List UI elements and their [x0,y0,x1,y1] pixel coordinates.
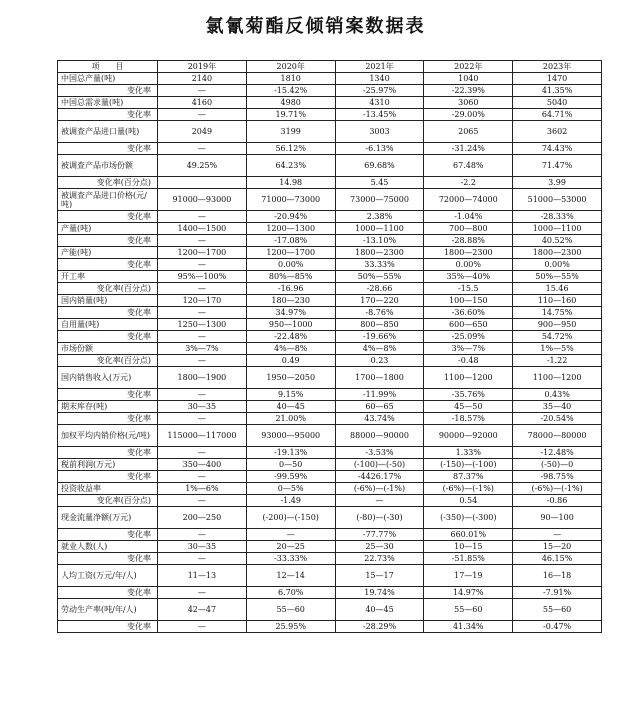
table-cell: 14.98 [246,177,335,189]
table-cell: 80%—85% [246,271,335,283]
data-table [57,60,602,633]
row-label: 变化率 [58,143,158,155]
table-cell: 40—45 [335,599,424,621]
table-cell: 0—50 [246,459,335,471]
table-cell: 64.23% [246,155,335,177]
table-cell: -7.91% [513,587,602,599]
table-row [58,553,602,565]
table-cell: 1000—1100 [513,223,602,235]
table-cell: 90—100 [513,507,602,529]
table-cell: 200—250 [158,507,247,529]
row-label: 中国总需求量(吨) [58,97,158,109]
table-cell: 30—35 [158,401,247,413]
table-row [58,73,602,85]
table-cell: 180—230 [246,295,335,307]
table-cell: 25.95% [246,621,335,633]
table-cell: 10—15 [424,541,513,553]
table-cell: 1800—2300 [424,247,513,259]
table-cell: -12.48% [513,447,602,459]
table-cell: 9.15% [246,389,335,401]
row-label: 被调查产品进口价格(元/吨) [58,189,158,211]
table-row [58,247,602,259]
row-label: 变化率 [58,389,158,401]
row-label: 变化率 [58,529,158,541]
row-label: 变化率 [58,553,158,565]
table-cell: 50%—55% [335,271,424,283]
table-cell: -25.97% [335,85,424,97]
table-cell: 1340 [335,73,424,85]
table-cell: 19.74% [335,587,424,599]
table-cell: 1800—2300 [513,247,602,259]
table-row [58,413,602,425]
table-cell: 0.23 [335,355,424,367]
table-cell: -0.47% [513,621,602,633]
table-cell: (-150)—(-100) [424,459,513,471]
table-cell: 19.71% [246,109,335,121]
table-cell: -1.49 [246,495,335,507]
table-cell: -51.85% [424,553,513,565]
table-cell: -36.60% [424,307,513,319]
table-cell: -33.33% [246,553,335,565]
table-cell: -6.13% [335,143,424,155]
table-row [58,541,602,553]
table-cell: (-6%)—(-1%) [335,483,424,495]
table-cell: -22.39% [424,85,513,97]
table-cell: 660.01% [424,529,513,541]
table-row [58,389,602,401]
table-cell: -19.13% [246,447,335,459]
table-cell: (-100)—(-50) [335,459,424,471]
row-label: 变化率 [58,211,158,223]
table-cell: -77.77% [335,529,424,541]
row-label: 中国总产量(吨) [58,73,158,85]
table-cell: -1.22 [513,355,602,367]
table-cell [158,177,247,189]
table-cell: 93000—95000 [246,425,335,447]
row-label: 产能(吨) [58,247,158,259]
table-row [58,283,602,295]
table-row [58,587,602,599]
table-cell: 1470 [513,73,602,85]
table-body [58,73,602,633]
table-cell: -28.33% [513,211,602,223]
table-cell: 41.34% [424,621,513,633]
table-cell: 120—170 [158,295,247,307]
table-cell: 1250—1300 [158,319,247,331]
table-row [58,97,602,109]
table-cell: (-6%)—(-1%) [513,483,602,495]
table-cell: -99.59% [246,471,335,483]
table-cell: 900—950 [513,319,602,331]
table-row [58,367,602,389]
header-year: 2023年 [513,61,602,73]
table-cell: — [158,621,247,633]
table-cell: — [158,413,247,425]
row-label: 变化率 [58,331,158,343]
table-cell: 20—25 [246,541,335,553]
table-row [58,425,602,447]
table-cell: -2.2 [424,177,513,189]
table-cell: — [158,143,247,155]
table-cell: (-50)—0 [513,459,602,471]
row-label: 被调查产品市场份额 [58,155,158,177]
table-row [58,295,602,307]
table-cell: 55—60 [424,599,513,621]
row-label: 加权平均内销价格(元/吨) [58,425,158,447]
table-cell: 30—35 [158,541,247,553]
table-row [58,259,602,271]
table-cell: — [158,259,247,271]
table-row [58,85,602,97]
table-cell: -8.76% [335,307,424,319]
table-row [58,495,602,507]
table-row [58,599,602,621]
table-row [58,189,602,211]
table-cell: 33.33% [335,259,424,271]
table-cell: 4980 [246,97,335,109]
table-cell: 4160 [158,97,247,109]
table-cell: (-6%)—(-1%) [424,483,513,495]
page-title: 氯氰菊酯反倾销案数据表 [205,16,426,37]
table-row [58,459,602,471]
table-cell: 2065 [424,121,513,143]
table-header-row [58,61,602,73]
table-cell: 1000—1100 [335,223,424,235]
table-row [58,343,602,355]
table-cell: 15.46 [513,283,602,295]
table-cell: 25—30 [335,541,424,553]
table-row [58,155,602,177]
row-label: 产量(吨) [58,223,158,235]
table-row [58,331,602,343]
row-label: 变化率(百分点) [58,355,158,367]
table-cell: -28.88% [424,235,513,247]
table-cell: — [158,211,247,223]
row-label: 国内销量(吨) [58,295,158,307]
table-cell: 56.12% [246,143,335,155]
table-cell: 54.72% [513,331,602,343]
table-cell: 1700—1800 [335,367,424,389]
table-cell: 74.43% [513,143,602,155]
table-cell: (-80)—(-30) [335,507,424,529]
table-cell: 88000—90000 [335,425,424,447]
table-cell: -16.96 [246,283,335,295]
table-cell: 2.38% [335,211,424,223]
table-cell: 41.35% [513,85,602,97]
table-cell: 72000—74000 [424,189,513,211]
table-cell: — [158,389,247,401]
table-cell: — [158,495,247,507]
table-cell: — [158,553,247,565]
table-cell: 15—20 [513,541,602,553]
table-cell: 49.25% [158,155,247,177]
header-year: 2022年 [424,61,513,73]
table-cell: 71.47% [513,155,602,177]
table-cell: 1%—5% [513,343,602,355]
table-cell: 700—800 [424,223,513,235]
table-cell: 3060 [424,97,513,109]
table-cell: — [246,529,335,541]
table-cell: — [158,331,247,343]
table-row [58,109,602,121]
table-cell: 0.54 [424,495,513,507]
table-cell: 1400—1500 [158,223,247,235]
table-cell: -0.86 [513,495,602,507]
row-label: 变化率 [58,471,158,483]
table-cell: 1800—1900 [158,367,247,389]
table-row [58,143,602,155]
table-row [58,307,602,319]
table-cell: 64.71% [513,109,602,121]
table-cell: 91000—93000 [158,189,247,211]
table-cell: 40.52% [513,235,602,247]
table-cell: 0.43% [513,389,602,401]
row-label: 市场份额 [58,343,158,355]
table-row [58,483,602,495]
table-cell: 43.74% [335,413,424,425]
table-cell: -20.54% [513,413,602,425]
table-cell: 0.00% [513,259,602,271]
table-cell: — [158,471,247,483]
row-label: 劳动生产率(吨/年/人) [58,599,158,621]
table-cell: 87.37% [424,471,513,483]
table-cell: — [335,495,424,507]
row-label: 变化率 [58,235,158,247]
table-cell: 110—160 [513,295,602,307]
table-cell: 350—400 [158,459,247,471]
table-cell: -31.24% [424,143,513,155]
table-row [58,621,602,633]
table-cell: — [158,283,247,295]
table-cell: -19.66% [335,331,424,343]
table-cell: — [158,447,247,459]
table-cell: 4%—8% [335,343,424,355]
table-cell: 1%—6% [158,483,247,495]
table-cell: 14.97% [424,587,513,599]
table-cell: 12—14 [246,565,335,587]
table-cell: -1.04% [424,211,513,223]
table-cell: 1950—2050 [246,367,335,389]
table-row [58,471,602,483]
table-cell: 35—40 [513,401,602,413]
table-cell: — [513,529,602,541]
row-label: 变化率(百分点) [58,283,158,295]
table-cell: 14.75% [513,307,602,319]
table-cell: 1040 [424,73,513,85]
table-cell: 3.99 [513,177,602,189]
table-cell: -22.48% [246,331,335,343]
row-label: 变化率 [58,259,158,271]
table-cell: 46.15% [513,553,602,565]
table-cell: 21.00% [246,413,335,425]
row-label: 变化率(百分点) [58,495,158,507]
table-cell: 11—13 [158,565,247,587]
table-cell: 51000—53000 [513,189,602,211]
table-row [58,319,602,331]
row-label: 现金流量净额(万元) [58,507,158,529]
table-cell: -3.53% [335,447,424,459]
table-cell: 73000—75000 [335,189,424,211]
table-cell: 40—45 [246,401,335,413]
table-cell: 100—150 [424,295,513,307]
row-label: 变化率 [58,447,158,459]
table-cell: 2049 [158,121,247,143]
table-row [58,211,602,223]
table-cell: 115000—117000 [158,425,247,447]
table-cell: 0—5% [246,483,335,495]
header-year: 2020年 [246,61,335,73]
table-cell: 800—850 [335,319,424,331]
row-label: 人均工资(万元/年/人) [58,565,158,587]
row-label: 就业人数(人) [58,541,158,553]
table-cell: — [158,529,247,541]
table-row [58,447,602,459]
table-cell: 1100—1200 [513,367,602,389]
table-cell: -15.5 [424,283,513,295]
row-label: 自用量(吨) [58,319,158,331]
table-row [58,271,602,283]
table-cell: -13.45% [335,109,424,121]
table-cell: -11.99% [335,389,424,401]
table-cell: 3602 [513,121,602,143]
table-row [58,401,602,413]
table-cell: 22.73% [335,553,424,565]
table-cell: 16—18 [513,565,602,587]
table-cell: 55—60 [513,599,602,621]
table-row [58,565,602,587]
table-cell: 34.97% [246,307,335,319]
table-row [58,355,602,367]
table-cell: -17.08% [246,235,335,247]
table-cell: 15—17 [335,565,424,587]
table-cell: 0.00% [246,259,335,271]
table-cell: 4%—8% [246,343,335,355]
table-cell: 35%—40% [424,271,513,283]
table-cell: 950—1000 [246,319,335,331]
row-label: 变化率 [58,307,158,319]
table-cell: 1.33% [424,447,513,459]
table-cell: 5040 [513,97,602,109]
row-label: 变化率 [58,109,158,121]
row-label: 开工率 [58,271,158,283]
table-cell: — [158,235,247,247]
row-label: 变化率 [58,587,158,599]
table-cell: 17—19 [424,565,513,587]
table-cell: 1200—1700 [158,247,247,259]
table-cell: 1800—2300 [335,247,424,259]
table-cell: -18.57% [424,413,513,425]
row-label: 变化率(百分点) [58,177,158,189]
table-cell: (-350)—(-300) [424,507,513,529]
row-label: 被调查产品进口量(吨) [58,121,158,143]
header-year: 2021年 [335,61,424,73]
table-cell: -20.94% [246,211,335,223]
table-cell: -15.42% [246,85,335,97]
table-cell: -35.76% [424,389,513,401]
table-cell: 50%—55% [513,271,602,283]
table-row [58,121,602,143]
table-cell: — [158,587,247,599]
table-cell: -28.66 [335,283,424,295]
row-label: 投资收益率 [58,483,158,495]
table-cell: (-200)—(-150) [246,507,335,529]
table-cell: 3%—7% [158,343,247,355]
table-cell: 600—650 [424,319,513,331]
row-label: 变化率 [58,621,158,633]
row-label: 变化率 [58,85,158,97]
table-cell: 67.48% [424,155,513,177]
table-cell: 60—65 [335,401,424,413]
table-cell: 1810 [246,73,335,85]
table-cell: — [158,307,247,319]
table-cell: 45—50 [424,401,513,413]
row-label: 税前利润(万元) [58,459,158,471]
table-cell: — [158,85,247,97]
table-cell: 170—220 [335,295,424,307]
table-row [58,177,602,189]
table-cell: — [158,355,247,367]
table-cell: 0.49 [246,355,335,367]
table-row [58,507,602,529]
table-cell: -4426.17% [335,471,424,483]
table-cell: 4310 [335,97,424,109]
table-cell: -29.00% [424,109,513,121]
table-cell: 90000—92000 [424,425,513,447]
header-year: 2019年 [158,61,247,73]
table-cell: 42—47 [158,599,247,621]
table-cell: 1200—1300 [246,223,335,235]
table-cell: -28.29% [335,621,424,633]
table-cell: -13.10% [335,235,424,247]
table-cell: -25.09% [424,331,513,343]
table-cell: 1100—1200 [424,367,513,389]
header-item: 项 目 [58,61,158,73]
row-label: 国内销售收入(万元) [58,367,158,389]
row-label: 期末库存(吨) [58,401,158,413]
table-cell: 1200—1700 [246,247,335,259]
table-row [58,529,602,541]
table-cell: 78000—80000 [513,425,602,447]
table-cell: 71000—73000 [246,189,335,211]
table-cell: — [158,109,247,121]
table-cell: 3199 [246,121,335,143]
table-cell: 95%—100% [158,271,247,283]
table-cell: 3%—7% [424,343,513,355]
table-cell: 6.70% [246,587,335,599]
table-cell: 3003 [335,121,424,143]
table-cell: 0.00% [424,259,513,271]
table-row [58,235,602,247]
table-cell: 2140 [158,73,247,85]
row-label: 变化率 [58,413,158,425]
table-row [58,223,602,235]
table-cell: 5.45 [335,177,424,189]
table-cell: -0.48 [424,355,513,367]
table-cell: -98.75% [513,471,602,483]
table-cell: 69.68% [335,155,424,177]
table-cell: 55—60 [246,599,335,621]
